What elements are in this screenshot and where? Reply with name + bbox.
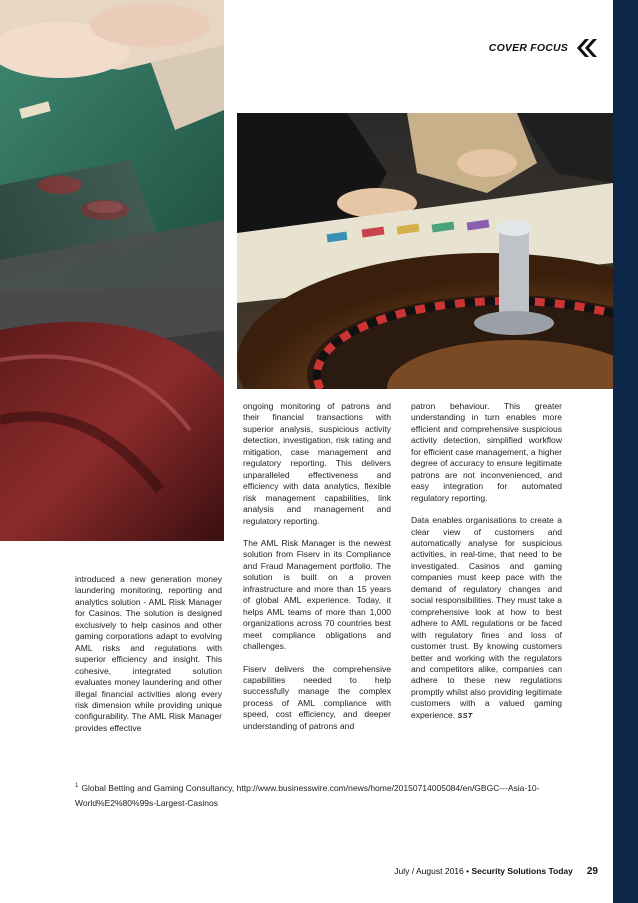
page-footer <box>394 866 598 877</box>
double-chevron-left-icon <box>574 38 598 58</box>
paragraph: introduced a new generation money laundering monitoring, reporting and analytics solution - AML Risk Manager for Casinos. The solution is designed exclusively to help casinos and other gaming corporations adapt to evolving AML risks and regulations with superior efficiency and insight. This cohesive, integrated solution evaluates money laundering and other illegal financial activities along every risk dimension while providing unique configurability. The AML Risk Manager provides effective <box>75 574 222 733</box>
footer-separator: • <box>466 866 470 876</box>
article-column-3 <box>411 401 562 733</box>
page-edge-bar <box>613 0 638 903</box>
paragraph: Fiserv delivers the comprehensive capabilities needed to help successfully manage the complex process of AML compliance with speed, cost efficiency, and deeper understanding of patrons and <box>243 663 391 731</box>
paragraph: patron behaviour. This greater understanding in turn enables more efficient and comprehensive suspicious activity detection, simplified workflow for efficient case management, a higher degree of accuracy to ensure legitimate patrons are not inconvenienced, and easy integration for automated regulatory reporting. <box>411 401 562 503</box>
footnote <box>75 781 575 810</box>
paragraph: ongoing monitoring of patrons and their financial transactions with superior analysis, suspicious activity detection, investigation, risk rating and mitigation, case management and regulatory reporting. This delivers unparalleled effectiveness and efficiency with data analytics, flexible risk management capabilities, link analysis and management and regulatory reporting. <box>243 401 391 526</box>
article-column-1 <box>75 574 222 745</box>
paragraph-with-endmark <box>411 515 562 722</box>
footnote-text: Global Betting and Gaming Consultancy, http://www.businesswire.com/news/home/20150714005084/en/GBGC---Asia-10-World%E2%80%99s-Largest-Casinos <box>75 783 540 808</box>
paragraph-text: Data enables organisations to create a clear view of customers and automatically analyse for suspicious activities, in real-time, that need to be investigated. Casinos and gaming companies must keep pace with the demand of regulatory changes and social responsibilities. They must take a comprehensive look at how to best adhere to AML regulations or be faced with regulatory fines and loss of customer trust. By knowing customers better and working with the regulators and competitors alike, companies can adhere to these new regulations promptly whilst also providing legitimate customers with a valued gaming experience. <box>411 515 562 720</box>
magazine-name: Security Solutions Today <box>471 866 573 876</box>
section-label: COVER FOCUS <box>488 42 568 54</box>
paragraph: The AML Risk Manager is the newest solution from Fiserv in its Compliance and Fraud Management portfolio. The solution is built on a proven infrastructure and more than 15 years of global AML experience. Today, it helps AML teams of more than 1,000 organizations across 70 countries best meet compliance obligations and challenges. <box>243 537 391 652</box>
casino-table-photo <box>0 0 224 541</box>
end-mark: SST <box>457 712 473 720</box>
footnote-number: 1 <box>75 783 79 789</box>
article-column-2 <box>243 401 391 743</box>
roulette-wheel-photo <box>237 113 613 389</box>
issue-date: July / August 2016 <box>394 866 464 876</box>
section-header <box>489 38 598 58</box>
page-number: 29 <box>586 866 598 877</box>
